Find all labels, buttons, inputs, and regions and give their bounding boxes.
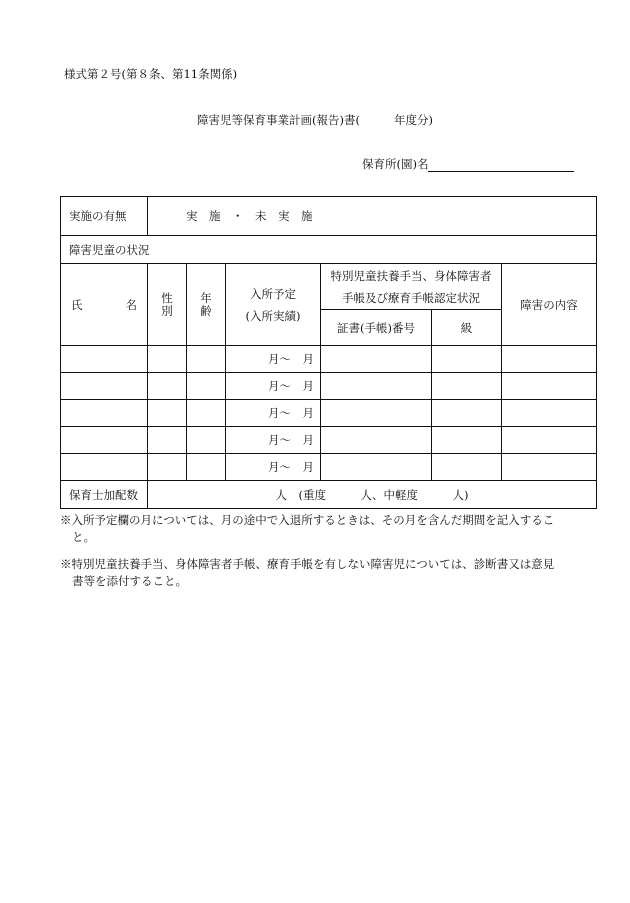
header-cert-number: 証書(手帳)番号 [321, 310, 432, 346]
staff-value[interactable]: 人 (重度 人、中軽度 人) [148, 481, 597, 509]
title-suffix: 年度分) [393, 113, 433, 127]
child-row [61, 373, 597, 400]
note-certificate-line1: ※特別児童扶養手当、身体障害者手帳、療育手帳を有しない障害児については、診断書又は意見 [60, 557, 555, 571]
status-row [61, 236, 597, 264]
cell-age[interactable] [187, 346, 226, 373]
cell-age[interactable] [187, 373, 226, 400]
cell-cert-number[interactable] [321, 373, 432, 400]
cell-grade[interactable] [432, 373, 502, 400]
staff-label: 保育士加配数 [61, 481, 148, 509]
implementation-label: 実施の有無 [61, 197, 148, 236]
cell-disability[interactable] [502, 427, 597, 454]
header-age-2: 齢 [200, 303, 212, 318]
cell-name[interactable] [61, 373, 148, 400]
implementation-row [61, 197, 597, 236]
facility-label: 保育所(園)名 [362, 157, 429, 171]
header-grade: 級 [432, 310, 502, 346]
header-certification-1: 特別児童扶養手当、身体障害者 [330, 268, 492, 283]
header-certification [321, 264, 502, 310]
cell-grade[interactable] [432, 454, 502, 481]
cell-name[interactable] [61, 400, 148, 427]
form-title [0, 112, 630, 128]
header-name-1: 氏 [71, 297, 83, 312]
header-name [61, 264, 148, 346]
implementation-value[interactable]: 実 施 ・ 未 実 施 [148, 197, 597, 236]
staff-row [61, 481, 597, 509]
header-admission-2: (入所実績) [245, 308, 301, 323]
header-gender-2: 別 [161, 303, 173, 318]
note-admission [60, 512, 554, 546]
cell-cert-number[interactable] [321, 400, 432, 427]
facility-name-field[interactable] [428, 159, 574, 172]
cell-disability[interactable] [502, 373, 597, 400]
cell-disability[interactable] [502, 400, 597, 427]
title-prefix: 障害児等保育事業計画(報告)書( [197, 113, 360, 127]
header-age-1: 年 [200, 290, 212, 305]
note-certificate [60, 556, 554, 590]
cell-age[interactable] [187, 454, 226, 481]
note-certificate-line2: 書等を添付すること。 [72, 574, 187, 588]
note-admission-line2: と。 [72, 530, 95, 544]
header-gender [148, 264, 187, 346]
note-admission-line1: ※入所予定欄の月については、月の途中で入退所するときは、その月を含んだ期間を記入するこ [60, 513, 555, 527]
header-admission-1: 入所予定 [250, 286, 296, 301]
plan-table [60, 196, 597, 509]
cell-admission[interactable]: 月～ 月 [226, 346, 321, 373]
cell-grade[interactable] [432, 346, 502, 373]
cell-cert-number[interactable] [321, 427, 432, 454]
cell-gender[interactable] [148, 454, 187, 481]
cell-name[interactable] [61, 454, 148, 481]
header-name-2: 名 [125, 297, 137, 312]
cell-grade[interactable] [432, 400, 502, 427]
facility-name-line [362, 156, 574, 172]
header-age [187, 264, 226, 346]
child-row [61, 346, 597, 373]
cell-admission[interactable]: 月～ 月 [226, 400, 321, 427]
header-disability: 障害の内容 [502, 264, 597, 346]
child-row [61, 400, 597, 427]
header-certification-2: 手帳及び療育手帳認定状況 [342, 290, 480, 305]
child-row [61, 454, 597, 481]
cell-age[interactable] [187, 400, 226, 427]
child-row [61, 427, 597, 454]
header-row-1 [61, 264, 597, 310]
cell-admission[interactable]: 月～ 月 [226, 373, 321, 400]
cell-gender[interactable] [148, 427, 187, 454]
cell-admission[interactable]: 月～ 月 [226, 454, 321, 481]
header-gender-1: 性 [161, 290, 173, 305]
cell-disability[interactable] [502, 454, 597, 481]
cell-name[interactable] [61, 427, 148, 454]
cell-cert-number[interactable] [321, 346, 432, 373]
cell-grade[interactable] [432, 427, 502, 454]
cell-disability[interactable] [502, 346, 597, 373]
cell-cert-number[interactable] [321, 454, 432, 481]
form-number: 様式第２号(第８条、第11条関係) [64, 67, 238, 81]
header-admission [226, 264, 321, 346]
cell-name[interactable] [61, 346, 148, 373]
cell-age[interactable] [187, 427, 226, 454]
cell-gender[interactable] [148, 346, 187, 373]
cell-gender[interactable] [148, 400, 187, 427]
cell-admission[interactable]: 月～ 月 [226, 427, 321, 454]
status-label: 障害児童の状況 [61, 236, 597, 264]
cell-gender[interactable] [148, 373, 187, 400]
